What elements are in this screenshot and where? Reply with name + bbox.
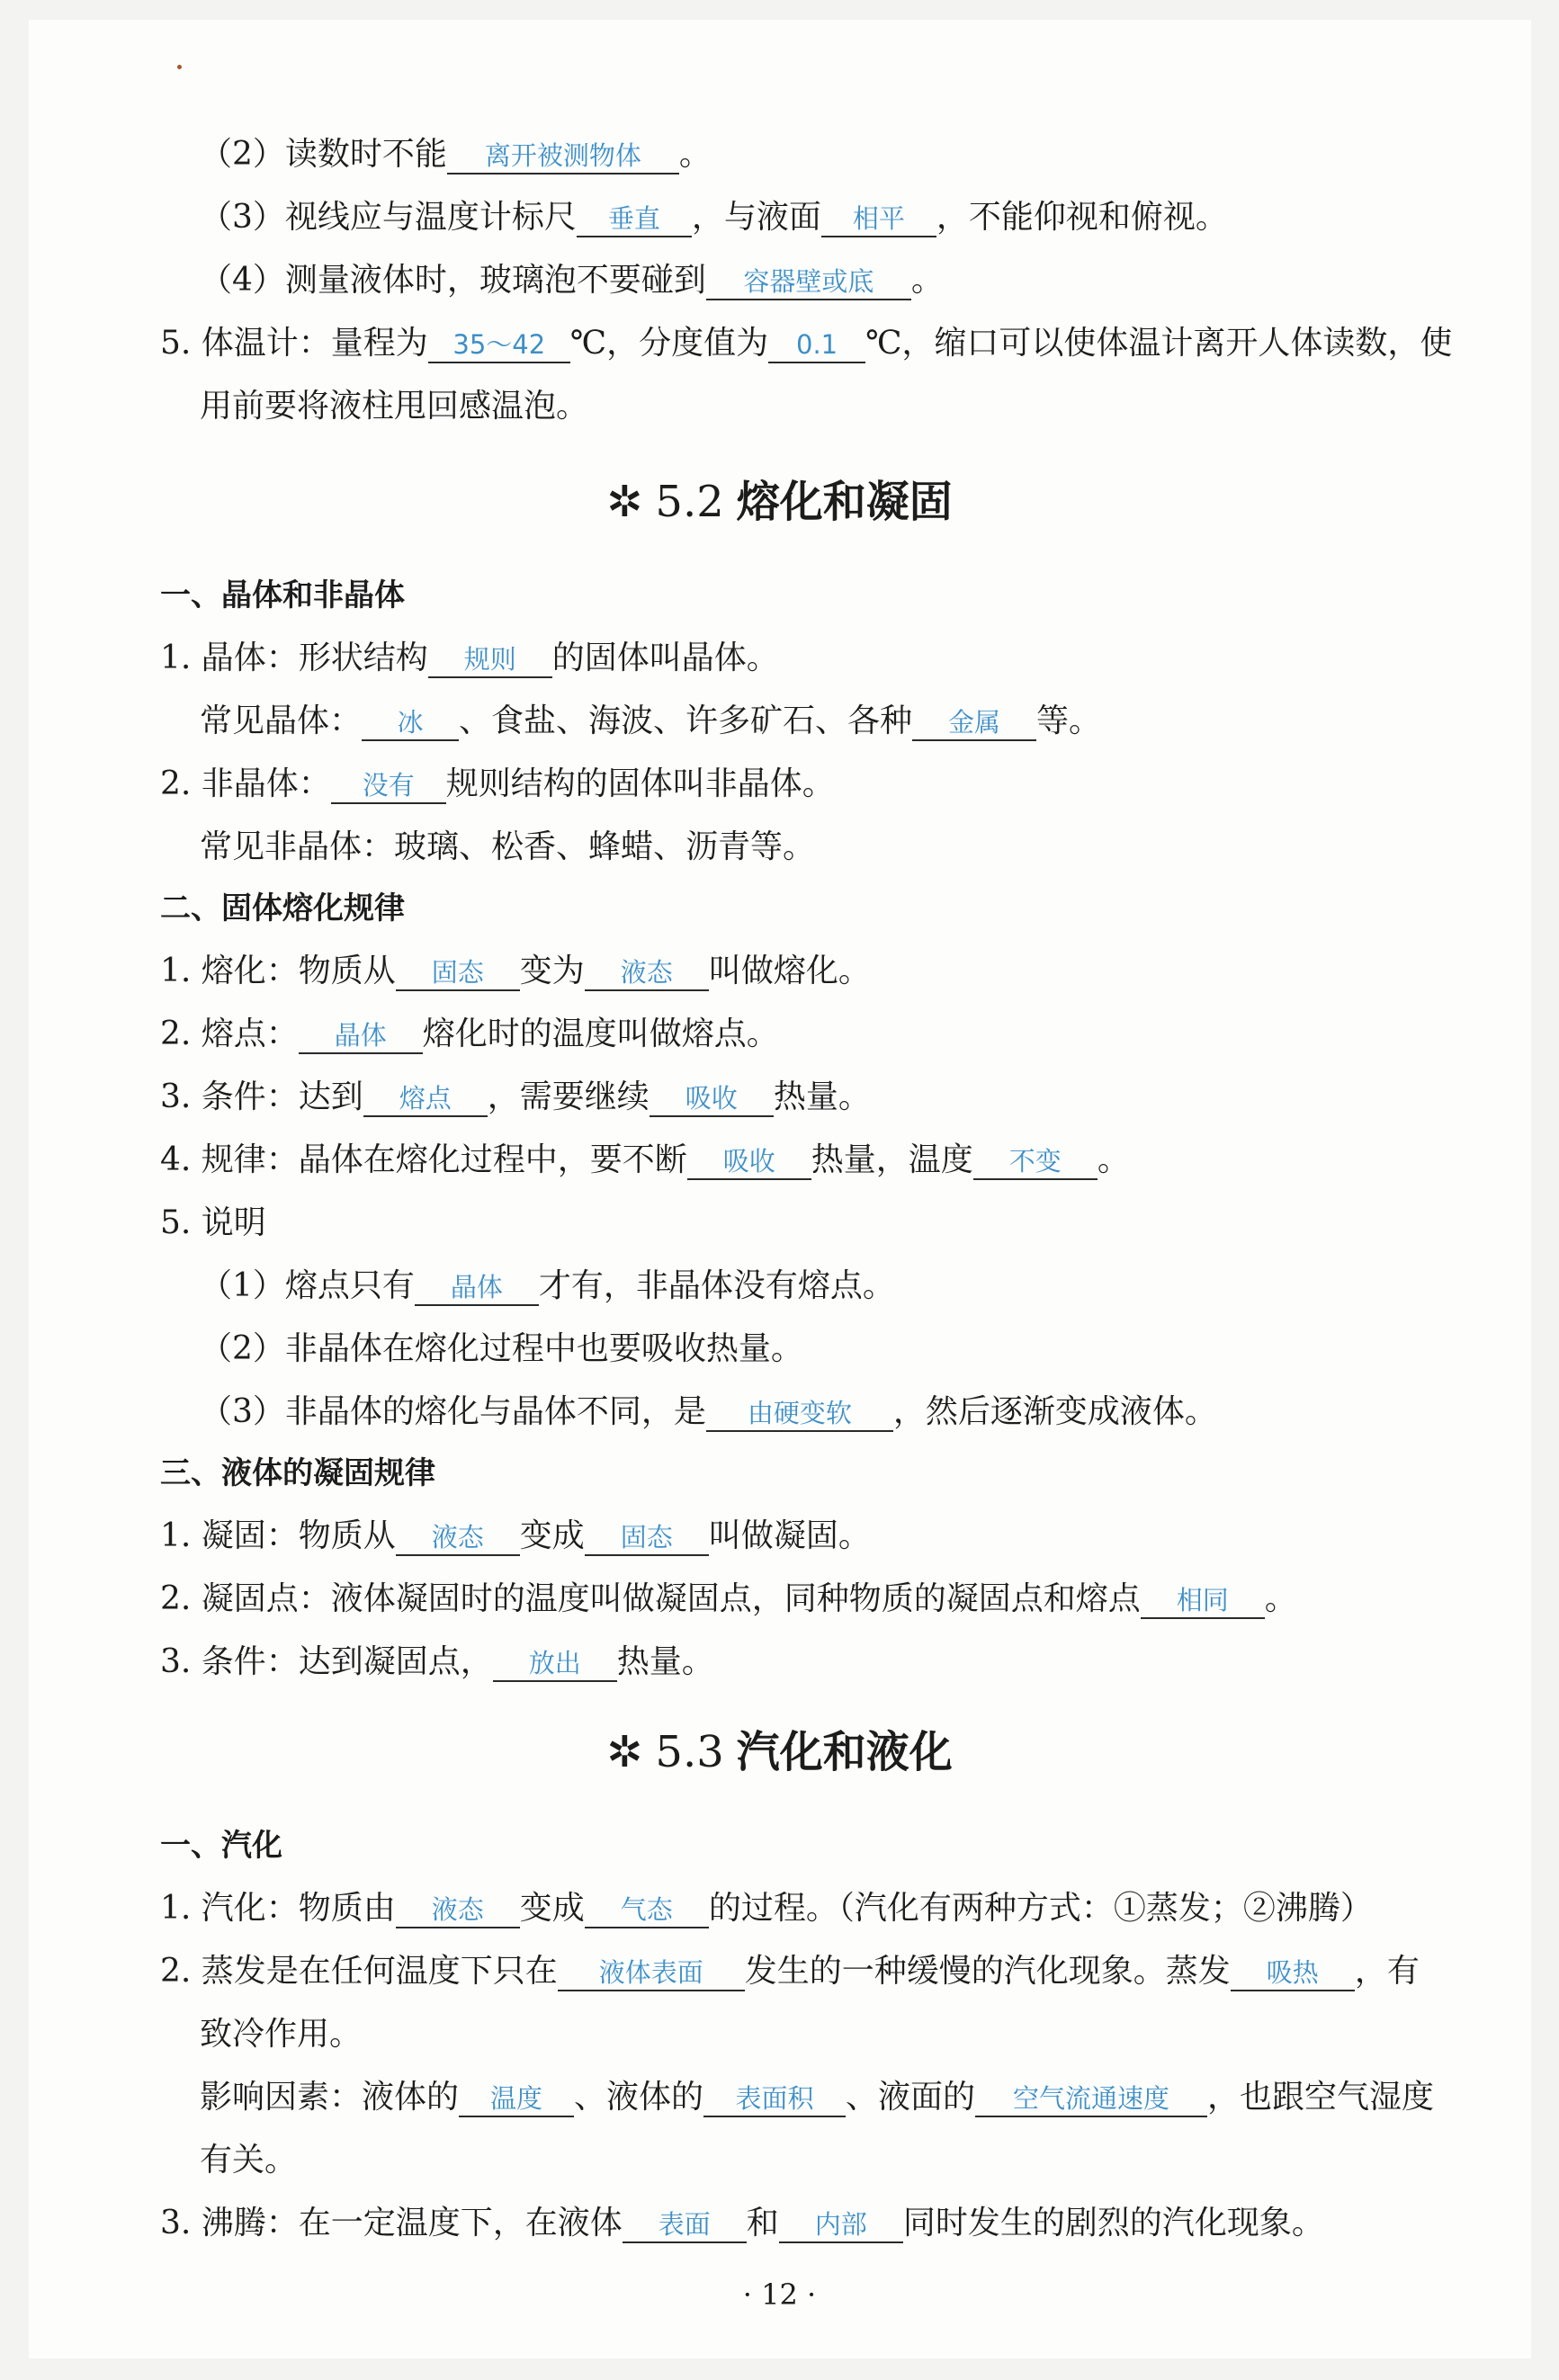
text: 、液体的 bbox=[574, 2079, 704, 2116]
text: 2. 熔点： bbox=[160, 1016, 299, 1052]
text-line bbox=[160, 763, 835, 806]
answer-blank: 吸收 bbox=[650, 1081, 774, 1117]
answer-blank: 35～42 bbox=[428, 327, 570, 363]
section-number: 5.2 bbox=[655, 477, 724, 527]
text: （3）视线应与温度计标尺 bbox=[200, 199, 577, 236]
text-line bbox=[200, 385, 588, 428]
answer-blank: 表面积 bbox=[703, 2081, 846, 2117]
text: 和 bbox=[746, 2205, 779, 2241]
text: 3. 条件：达到 bbox=[160, 1078, 363, 1115]
text: ，需要继续 bbox=[487, 1078, 650, 1115]
subheading: 二、固体熔化规律 bbox=[160, 890, 405, 926]
text-line bbox=[160, 1578, 1297, 1621]
text-line bbox=[200, 2139, 297, 2182]
answer-blank: 相同 bbox=[1141, 1583, 1265, 1619]
answer-blank: 固态 bbox=[585, 1520, 709, 1556]
text: ，有 bbox=[1354, 1953, 1420, 1990]
flower-icon: ✲ bbox=[606, 477, 643, 527]
text-line bbox=[160, 1076, 871, 1119]
text: 2. 非晶体： bbox=[160, 765, 331, 802]
flower-icon: ✲ bbox=[606, 1727, 643, 1777]
text: ℃，分度值为 bbox=[569, 325, 769, 362]
answer-blank: 吸热 bbox=[1231, 1955, 1355, 1991]
text: 有关。 bbox=[200, 2142, 298, 2179]
text: 常见非晶体：玻璃、松香、蜂蜡、沥青等。 bbox=[200, 828, 816, 865]
text: 3. 沸腾：在一定温度下，在液体 bbox=[160, 2205, 623, 2241]
text-line bbox=[200, 1391, 1217, 1434]
section-name: 熔化和凝固 bbox=[736, 477, 953, 527]
text: 1. 熔化：物质从 bbox=[160, 953, 396, 989]
text: （2）非晶体在熔化过程中也要吸收热量。 bbox=[200, 1330, 803, 1367]
text-line bbox=[200, 826, 815, 869]
text-line bbox=[200, 1265, 895, 1308]
answer-blank: 相平 bbox=[821, 201, 936, 237]
subheading: 一、汽化 bbox=[160, 1828, 282, 1864]
text: 才有，非晶体没有熔点。 bbox=[538, 1267, 895, 1304]
page-sheet bbox=[29, 20, 1531, 2358]
text-line bbox=[200, 700, 1101, 743]
text: 变为 bbox=[519, 953, 585, 989]
text-line bbox=[160, 1515, 871, 1558]
text: 。 bbox=[1264, 1580, 1297, 1617]
text-line bbox=[200, 1328, 803, 1371]
section-title bbox=[0, 1725, 1559, 1779]
answer-blank: 液态 bbox=[396, 1892, 520, 1928]
text-line bbox=[200, 133, 712, 176]
text: 叫做凝固。 bbox=[708, 1517, 871, 1554]
answer-blank: 不变 bbox=[973, 1144, 1098, 1180]
text: 规则结构的固体叫非晶体。 bbox=[445, 765, 835, 802]
text: 5. 体温计：量程为 bbox=[160, 325, 428, 362]
text: 2. 蒸发是在任何温度下只在 bbox=[160, 1953, 558, 1990]
text: ，也跟空气湿度 bbox=[1207, 2079, 1435, 2116]
answer-blank: 金属 bbox=[912, 705, 1036, 741]
text: 。 bbox=[1097, 1141, 1130, 1178]
text-line bbox=[160, 1950, 1420, 1993]
text: 常见晶体： bbox=[200, 702, 363, 739]
subheading: 三、液体的凝固规律 bbox=[160, 1455, 435, 1491]
answer-blank: 没有 bbox=[331, 768, 446, 804]
answer-blank: 晶体 bbox=[415, 1270, 539, 1306]
text-line bbox=[160, 2202, 1324, 2245]
text: 热量，温度 bbox=[811, 1141, 973, 1178]
text: 热量。 bbox=[773, 1078, 871, 1115]
text: 的固体叫晶体。 bbox=[551, 640, 779, 676]
text: ℃，缩口可以使体温计离开人体读数，使 bbox=[865, 325, 1453, 362]
text-line bbox=[200, 2076, 1434, 2119]
text: 变成 bbox=[519, 1517, 585, 1554]
section-number: 5.3 bbox=[655, 1727, 724, 1777]
text: （4）测量液体时，玻璃泡不要碰到 bbox=[200, 262, 706, 299]
text-line bbox=[200, 196, 1228, 239]
text: 发生的一种缓慢的汽化现象。蒸发 bbox=[744, 1953, 1231, 1990]
text: 。 bbox=[678, 136, 712, 173]
answer-blank: 放出 bbox=[493, 1646, 617, 1682]
text: 叫做熔化。 bbox=[708, 953, 871, 989]
text: 1. 凝固：物质从 bbox=[160, 1517, 396, 1554]
text-line bbox=[160, 1013, 779, 1056]
text: 2. 凝固点：液体凝固时的温度叫做凝固点，同种物质的凝固点和熔点 bbox=[160, 1580, 1141, 1617]
text-line bbox=[160, 1139, 1130, 1182]
text-line bbox=[160, 1202, 266, 1245]
text: 变成 bbox=[519, 1890, 585, 1927]
answer-blank: 由硬变软 bbox=[706, 1396, 893, 1432]
text: 3. 条件：达到凝固点， bbox=[160, 1643, 493, 1680]
text: （3）非晶体的熔化与晶体不同，是 bbox=[200, 1393, 706, 1430]
text-line bbox=[160, 950, 871, 993]
text: 、液面的 bbox=[846, 2079, 976, 2116]
text-line bbox=[160, 322, 1452, 365]
answer-blank: 规则 bbox=[428, 642, 552, 678]
text-line bbox=[160, 1641, 714, 1684]
text: 热量。 bbox=[616, 1643, 714, 1680]
text: 1. 汽化：物质由 bbox=[160, 1890, 396, 1927]
answer-blank: 离开被测物体 bbox=[447, 139, 679, 174]
answer-blank: 容器壁或底 bbox=[706, 264, 911, 300]
text: 、食盐、海波、许多矿石、各种 bbox=[459, 702, 913, 739]
answer-blank: 表面 bbox=[623, 2207, 747, 2243]
section-title bbox=[0, 475, 1559, 529]
section-name: 汽化和液化 bbox=[736, 1727, 953, 1777]
answer-blank: 熔点 bbox=[363, 1081, 488, 1117]
text: 1. 晶体：形状结构 bbox=[160, 640, 428, 676]
answer-blank: 吸收 bbox=[687, 1144, 811, 1180]
answer-blank: 内部 bbox=[779, 2207, 903, 2243]
answer-blank: 冰 bbox=[362, 705, 459, 741]
text: 等。 bbox=[1036, 702, 1102, 739]
text: 熔化时的温度叫做熔点。 bbox=[422, 1016, 779, 1052]
ink-dot bbox=[177, 65, 182, 69]
answer-blank: 液态 bbox=[396, 1520, 520, 1556]
text: 4. 规律：晶体在熔化过程中，要不断 bbox=[160, 1141, 687, 1178]
answer-blank: 液体表面 bbox=[558, 1955, 745, 1991]
text: 5. 说明 bbox=[160, 1204, 266, 1241]
text: 。 bbox=[910, 262, 944, 299]
text: 用前要将液柱甩回感温泡。 bbox=[200, 388, 589, 425]
answer-blank: 空气流通速度 bbox=[975, 2081, 1207, 2117]
answer-blank: 晶体 bbox=[299, 1018, 423, 1054]
text-line bbox=[200, 259, 944, 302]
text: （2）读数时不能 bbox=[200, 136, 447, 173]
text: ，与液面 bbox=[691, 199, 821, 236]
text-line bbox=[160, 1887, 1373, 1930]
answer-blank: 温度 bbox=[459, 2081, 574, 2117]
text: 同时发生的剧烈的汽化现象。 bbox=[902, 2205, 1324, 2241]
text: 的过程。（汽化有两种方式：①蒸发；②沸腾） bbox=[708, 1890, 1373, 1927]
answer-blank: 气态 bbox=[585, 1892, 709, 1928]
text: 致冷作用。 bbox=[200, 2016, 363, 2053]
answer-blank: 固态 bbox=[396, 955, 520, 991]
text: （1）熔点只有 bbox=[200, 1267, 415, 1304]
text-line bbox=[200, 2013, 362, 2056]
text: ，然后逐渐变成液体。 bbox=[892, 1393, 1217, 1430]
text: ，不能仰视和俯视。 bbox=[936, 199, 1228, 236]
answer-blank: 液态 bbox=[585, 955, 709, 991]
subheading: 一、晶体和非晶体 bbox=[160, 577, 405, 613]
text-line bbox=[160, 637, 779, 680]
answer-blank: 垂直 bbox=[577, 201, 692, 237]
answer-blank: 0.1 bbox=[768, 327, 865, 363]
page-number: · 12 · bbox=[742, 2277, 817, 2312]
text: 影响因素：液体的 bbox=[200, 2079, 460, 2116]
